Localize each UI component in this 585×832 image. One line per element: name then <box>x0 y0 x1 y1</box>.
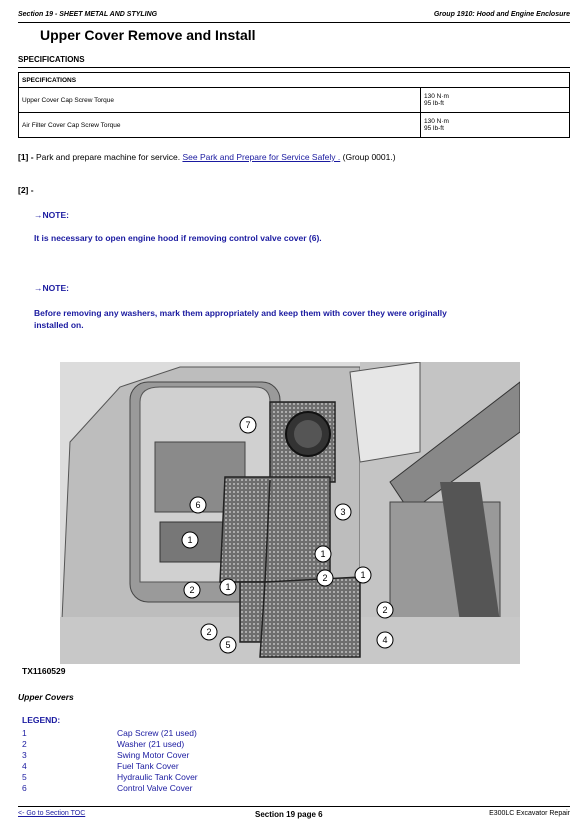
specifications-heading: SPECIFICATIONS <box>18 55 85 64</box>
callout <box>184 582 200 598</box>
legend-number: 4 <box>22 761 27 771</box>
list-item <box>22 750 189 760</box>
table-row <box>19 113 570 138</box>
footer-divider <box>18 806 570 807</box>
safety-link[interactable]: See Park and Prepare for Service Safely . <box>182 152 341 162</box>
callout <box>335 504 351 520</box>
legend-number: 5 <box>22 772 27 782</box>
note-label: →NOTE: <box>34 283 69 293</box>
callout <box>240 417 256 433</box>
spec-divider <box>18 67 570 68</box>
page-title: Upper Cover Remove and Install <box>40 27 256 43</box>
list-item <box>22 772 198 782</box>
callout-label: 2 <box>322 573 328 583</box>
list-item <box>22 739 184 749</box>
specifications-table <box>18 72 570 138</box>
list-item <box>22 728 197 738</box>
legend-label: Cap Screw (21 used) <box>117 728 197 738</box>
upper-covers-illustration <box>60 362 520 664</box>
callout <box>220 579 236 595</box>
spec-value-metric: 130 N·m <box>424 93 449 100</box>
list-item <box>22 761 179 771</box>
spec-value <box>421 88 570 113</box>
note-text <box>34 307 447 331</box>
header-divider <box>18 22 570 23</box>
spec-label: Air Filter Cover Cap Screw Torque <box>19 113 421 138</box>
callout <box>377 602 393 618</box>
callout <box>220 637 236 653</box>
document-title: E300LC Excavator Repair <box>489 810 570 817</box>
group-header: Group 1910: Hood and Engine Enclosure <box>433 11 570 18</box>
legend-number: 3 <box>22 750 27 760</box>
legend-number: 1 <box>22 728 27 738</box>
callout <box>355 567 371 583</box>
step-text: Park and prepare machine for service. <box>35 152 181 162</box>
step-1 <box>18 152 396 162</box>
spec-value <box>421 113 570 138</box>
legend-number: 6 <box>22 783 27 793</box>
spec-value-imperial: 95 lb-ft <box>424 125 444 132</box>
step-number: [2] - <box>18 185 34 195</box>
callout-label: 1 <box>320 549 326 559</box>
step-suffix: (Group 0001.) <box>342 152 396 162</box>
note-label: →NOTE: <box>34 210 69 220</box>
callout-label: 7 <box>245 420 251 430</box>
table-row <box>19 88 570 113</box>
list-item <box>22 783 192 793</box>
callout-label: 2 <box>189 585 195 595</box>
callout <box>377 632 393 648</box>
callout-label: 6 <box>195 500 201 510</box>
section-toc-link[interactable]: <- Go to Section TOC <box>18 810 86 817</box>
spec-table-header: SPECIFICATIONS <box>19 73 570 88</box>
step-2 <box>18 185 34 195</box>
figure-id: TX1160529 <box>22 666 66 676</box>
note-text-line: Before removing any washers, mark them appropriately and keep them with cover they were originally <box>34 308 447 318</box>
callout <box>201 624 217 640</box>
callout-label: 2 <box>382 605 388 615</box>
callout-label: 1 <box>225 582 231 592</box>
callout-label: 2 <box>206 627 212 637</box>
note-text-line: installed on. <box>34 320 84 330</box>
callout-label: 1 <box>187 535 193 545</box>
legend-label: Hydraulic Tank Cover <box>117 772 198 782</box>
legend-label: Washer (21 used) <box>117 739 185 749</box>
legend-number: 2 <box>22 739 27 749</box>
step-number: [1] - <box>18 152 34 162</box>
legend-label: Swing Motor Cover <box>117 750 190 760</box>
spec-value-metric: 130 N·m <box>424 118 449 125</box>
callout <box>190 497 206 513</box>
legend-label: Fuel Tank Cover <box>117 761 179 771</box>
page-number: Section 19 page 6 <box>255 810 323 819</box>
callout-label: 5 <box>225 640 231 650</box>
section-header: Section 19 - SHEET METAL AND STYLING <box>18 11 158 18</box>
callout <box>315 546 331 562</box>
callout-label: 1 <box>360 570 366 580</box>
callout-label: 3 <box>340 507 346 517</box>
note-text: It is necessary to open engine hood if removing control valve cover (6). <box>34 233 322 243</box>
callout <box>182 532 198 548</box>
legend-label: Control Valve Cover <box>117 783 193 793</box>
legend-title: LEGEND: <box>22 715 61 725</box>
callout-label: 4 <box>382 635 388 645</box>
callout <box>317 570 333 586</box>
spec-label: Upper Cover Cap Screw Torque <box>19 88 421 113</box>
spec-value-imperial: 95 lb-ft <box>424 100 444 107</box>
figure-caption: Upper Covers <box>18 692 74 702</box>
